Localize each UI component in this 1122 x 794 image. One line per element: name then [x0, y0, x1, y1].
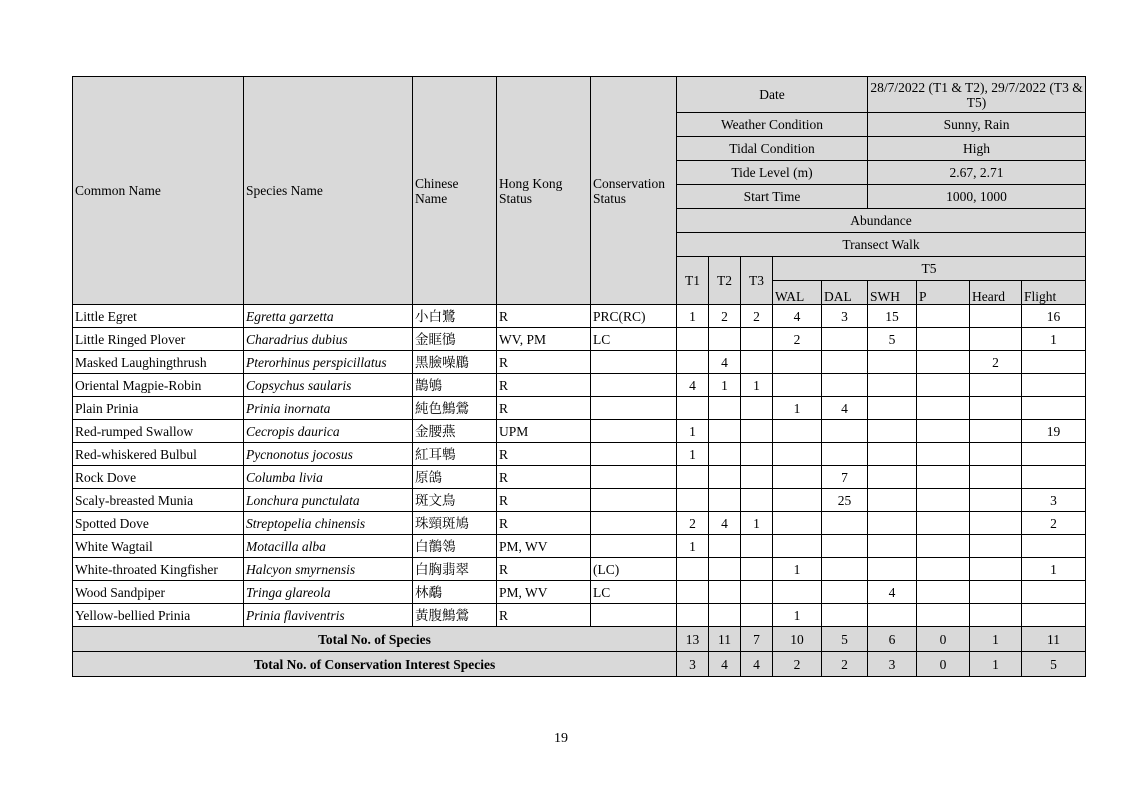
header-t5-flight: Flight — [1022, 281, 1086, 305]
count-cell — [773, 512, 822, 535]
total-value-cell: 1 — [970, 627, 1022, 652]
count-cell — [677, 558, 709, 581]
count-cell — [970, 558, 1022, 581]
count-cell — [917, 351, 970, 374]
bird-survey-table — [72, 76, 1086, 677]
species-name-cell: Pycnonotus jocosus — [244, 443, 413, 466]
count-cell — [709, 604, 741, 627]
table-row — [73, 420, 1086, 443]
header-t5-dal: DAL — [822, 281, 868, 305]
count-cell — [822, 604, 868, 627]
count-cell — [1022, 604, 1086, 627]
count-cell — [709, 420, 741, 443]
total-row — [73, 627, 1086, 652]
count-cell: 1 — [709, 374, 741, 397]
count-cell — [709, 397, 741, 420]
count-cell — [822, 535, 868, 558]
tidal-value: High — [868, 137, 1086, 161]
total-value-cell: 3 — [868, 652, 917, 677]
table-row — [73, 397, 1086, 420]
count-cell — [822, 328, 868, 351]
chinese-name-cell: 林鷸 — [413, 581, 497, 604]
total-value-cell: 3 — [677, 652, 709, 677]
table-row — [73, 351, 1086, 374]
total-row — [73, 652, 1086, 677]
count-cell: 1 — [677, 420, 709, 443]
species-name-cell: Egretta garzetta — [244, 305, 413, 328]
total-value-cell: 5 — [822, 627, 868, 652]
hk-status-cell: R — [497, 512, 591, 535]
chinese-name-cell: 鵲鴝 — [413, 374, 497, 397]
count-cell — [917, 489, 970, 512]
table-row — [73, 581, 1086, 604]
count-cell — [917, 581, 970, 604]
species-name-cell: Streptopelia chinensis — [244, 512, 413, 535]
count-cell — [677, 581, 709, 604]
species-name-cell: Prinia inornata — [244, 397, 413, 420]
count-cell: 7 — [822, 466, 868, 489]
count-cell — [1022, 581, 1086, 604]
count-cell — [822, 351, 868, 374]
count-cell — [709, 535, 741, 558]
conservation-status-cell — [591, 351, 677, 374]
common-name-cell: Plain Prinia — [73, 397, 244, 420]
count-cell — [773, 489, 822, 512]
count-cell: 1 — [677, 305, 709, 328]
count-cell — [741, 558, 773, 581]
count-cell — [773, 443, 822, 466]
count-cell — [970, 604, 1022, 627]
count-cell — [822, 374, 868, 397]
count-cell — [970, 581, 1022, 604]
count-cell — [868, 443, 917, 466]
chinese-name-cell: 黑臉噪鶥 — [413, 351, 497, 374]
count-cell — [709, 558, 741, 581]
count-cell — [741, 535, 773, 558]
conservation-status-cell: (LC) — [591, 558, 677, 581]
total-value-cell: 4 — [709, 652, 741, 677]
count-cell — [709, 328, 741, 351]
common-name-cell: Rock Dove — [73, 466, 244, 489]
species-name-cell: Cecropis daurica — [244, 420, 413, 443]
count-cell — [970, 328, 1022, 351]
total-value-cell: 5 — [1022, 652, 1086, 677]
count-cell — [917, 466, 970, 489]
species-name-cell: Motacilla alba — [244, 535, 413, 558]
total-value-cell: 11 — [1022, 627, 1086, 652]
common-name-cell: White-throated Kingfisher — [73, 558, 244, 581]
count-cell — [868, 466, 917, 489]
count-cell: 4 — [677, 374, 709, 397]
count-cell — [1022, 535, 1086, 558]
common-name-cell: White Wagtail — [73, 535, 244, 558]
chinese-name-cell: 純色鷦鶯 — [413, 397, 497, 420]
hk-status-cell: UPM — [497, 420, 591, 443]
total-value-cell: 7 — [741, 627, 773, 652]
start-time-value: 1000, 1000 — [868, 185, 1086, 209]
header-t5-wal: WAL — [773, 281, 822, 305]
hk-status-cell: R — [497, 443, 591, 466]
hk-status-cell: R — [497, 374, 591, 397]
count-cell — [868, 489, 917, 512]
common-name-cell: Masked Laughingthrush — [73, 351, 244, 374]
species-name-cell: Columba livia — [244, 466, 413, 489]
common-name-cell: Oriental Magpie-Robin — [73, 374, 244, 397]
conservation-status-cell — [591, 466, 677, 489]
count-cell — [917, 397, 970, 420]
count-cell — [741, 420, 773, 443]
hk-status-cell: R — [497, 305, 591, 328]
total-label: Total No. of Species — [73, 627, 677, 652]
count-cell — [741, 604, 773, 627]
count-cell — [773, 466, 822, 489]
count-cell — [677, 604, 709, 627]
table-row — [73, 466, 1086, 489]
chinese-name-cell: 原鴿 — [413, 466, 497, 489]
count-cell: 5 — [868, 328, 917, 351]
count-cell — [1022, 351, 1086, 374]
count-cell — [868, 535, 917, 558]
start-time-label: Start Time — [677, 185, 868, 209]
transect-walk-header: Transect Walk — [677, 233, 1086, 257]
count-cell — [970, 443, 1022, 466]
count-cell — [709, 443, 741, 466]
count-cell — [741, 397, 773, 420]
count-cell — [741, 466, 773, 489]
count-cell: 1 — [773, 558, 822, 581]
count-cell: 4 — [822, 397, 868, 420]
count-cell — [773, 351, 822, 374]
count-cell — [868, 374, 917, 397]
table-row — [73, 489, 1086, 512]
chinese-name-cell: 小白鷺 — [413, 305, 497, 328]
count-cell: 1 — [741, 512, 773, 535]
count-cell — [917, 328, 970, 351]
common-name-cell: Red-whiskered Bulbul — [73, 443, 244, 466]
table-row — [73, 558, 1086, 581]
count-cell: 1 — [677, 443, 709, 466]
header-t1: T1 — [677, 257, 709, 305]
chinese-name-cell: 紅耳鵯 — [413, 443, 497, 466]
count-cell: 1 — [741, 374, 773, 397]
count-cell — [868, 397, 917, 420]
table-row — [73, 512, 1086, 535]
chinese-name-cell: 白胸翡翠 — [413, 558, 497, 581]
chinese-name-cell: 珠頸斑鳩 — [413, 512, 497, 535]
count-cell — [822, 581, 868, 604]
header-t2: T2 — [709, 257, 741, 305]
conservation-status-cell — [591, 535, 677, 558]
table-row — [73, 305, 1086, 328]
count-cell: 19 — [1022, 420, 1086, 443]
count-cell: 2 — [773, 328, 822, 351]
count-cell — [709, 581, 741, 604]
total-value-cell: 1 — [970, 652, 1022, 677]
hk-status-cell: R — [497, 397, 591, 420]
abundance-header: Abundance — [677, 209, 1086, 233]
conservation-status-cell — [591, 397, 677, 420]
count-cell: 1 — [1022, 328, 1086, 351]
tide-level-value: 2.67, 2.71 — [868, 161, 1086, 185]
count-cell — [868, 512, 917, 535]
count-cell — [868, 558, 917, 581]
conservation-status-cell: PRC(RC) — [591, 305, 677, 328]
species-name-cell: Charadrius dubius — [244, 328, 413, 351]
header-common-name: Common Name — [73, 77, 244, 305]
count-cell: 2 — [970, 351, 1022, 374]
count-cell — [917, 374, 970, 397]
count-cell — [868, 351, 917, 374]
count-cell — [773, 420, 822, 443]
species-name-cell: Tringa glareola — [244, 581, 413, 604]
count-cell — [773, 535, 822, 558]
count-cell — [1022, 466, 1086, 489]
count-cell — [822, 558, 868, 581]
total-value-cell: 0 — [917, 652, 970, 677]
header-t5-swh: SWH — [868, 281, 917, 305]
tide-level-label: Tide Level (m) — [677, 161, 868, 185]
count-cell — [970, 305, 1022, 328]
count-cell — [970, 489, 1022, 512]
header-conservation-status: Conservation Status — [591, 77, 677, 305]
total-value-cell: 13 — [677, 627, 709, 652]
common-name-cell: Red-rumped Swallow — [73, 420, 244, 443]
chinese-name-cell: 白鶺鴒 — [413, 535, 497, 558]
hk-status-cell: PM, WV — [497, 535, 591, 558]
species-name-cell: Lonchura punctulata — [244, 489, 413, 512]
header-t5-p: P — [917, 281, 970, 305]
count-cell: 1 — [677, 535, 709, 558]
total-value-cell: 2 — [773, 652, 822, 677]
header-species-name: Species Name — [244, 77, 413, 305]
common-name-cell: Wood Sandpiper — [73, 581, 244, 604]
conservation-status-cell — [591, 443, 677, 466]
total-value-cell: 11 — [709, 627, 741, 652]
hk-status-cell: PM, WV — [497, 581, 591, 604]
count-cell — [709, 489, 741, 512]
count-cell — [822, 420, 868, 443]
count-cell — [917, 443, 970, 466]
conservation-status-cell — [591, 374, 677, 397]
total-value-cell: 10 — [773, 627, 822, 652]
count-cell — [1022, 374, 1086, 397]
count-cell: 2 — [1022, 512, 1086, 535]
count-cell — [917, 535, 970, 558]
table-row — [73, 535, 1086, 558]
table-row — [73, 443, 1086, 466]
species-name-cell: Prinia flaviventris — [244, 604, 413, 627]
count-cell — [677, 489, 709, 512]
total-label: Total No. of Conservation Interest Species — [73, 652, 677, 677]
conservation-status-cell — [591, 489, 677, 512]
chinese-name-cell: 金眶鴴 — [413, 328, 497, 351]
count-cell: 3 — [822, 305, 868, 328]
table-row — [73, 328, 1086, 351]
count-cell — [822, 443, 868, 466]
count-cell — [822, 512, 868, 535]
count-cell: 1 — [773, 397, 822, 420]
conservation-status-cell: LC — [591, 328, 677, 351]
count-cell — [868, 420, 917, 443]
count-cell: 15 — [868, 305, 917, 328]
count-cell: 2 — [741, 305, 773, 328]
count-cell: 16 — [1022, 305, 1086, 328]
count-cell — [709, 466, 741, 489]
total-value-cell: 2 — [822, 652, 868, 677]
count-cell — [970, 420, 1022, 443]
species-name-cell: Halcyon smyrnensis — [244, 558, 413, 581]
count-cell — [773, 581, 822, 604]
count-cell: 4 — [868, 581, 917, 604]
count-cell — [741, 328, 773, 351]
count-cell — [970, 374, 1022, 397]
table-row — [73, 374, 1086, 397]
total-value-cell: 4 — [741, 652, 773, 677]
count-cell: 1 — [1022, 558, 1086, 581]
count-cell — [970, 535, 1022, 558]
total-value-cell: 6 — [868, 627, 917, 652]
page-number: 19 — [554, 731, 568, 746]
header-hk-status: Hong Kong Status — [497, 77, 591, 305]
conservation-status-cell — [591, 420, 677, 443]
count-cell — [917, 558, 970, 581]
count-cell: 25 — [822, 489, 868, 512]
chinese-name-cell: 斑文鳥 — [413, 489, 497, 512]
header-t3: T3 — [741, 257, 773, 305]
count-cell — [868, 604, 917, 627]
hk-status-cell: WV, PM — [497, 328, 591, 351]
common-name-cell: Yellow-bellied Prinia — [73, 604, 244, 627]
chinese-name-cell: 黃腹鷦鶯 — [413, 604, 497, 627]
count-cell: 4 — [773, 305, 822, 328]
weather-value: Sunny, Rain — [868, 113, 1086, 137]
conservation-status-cell: LC — [591, 581, 677, 604]
hk-status-cell: R — [497, 489, 591, 512]
count-cell — [970, 397, 1022, 420]
count-cell — [917, 604, 970, 627]
common-name-cell: Scaly-breasted Munia — [73, 489, 244, 512]
count-cell — [741, 443, 773, 466]
hk-status-cell: R — [497, 466, 591, 489]
common-name-cell: Spotted Dove — [73, 512, 244, 535]
common-name-cell: Little Egret — [73, 305, 244, 328]
count-cell: 2 — [709, 305, 741, 328]
count-cell — [970, 512, 1022, 535]
count-cell — [677, 397, 709, 420]
count-cell — [773, 374, 822, 397]
hk-status-cell: R — [497, 558, 591, 581]
weather-label: Weather Condition — [677, 113, 868, 137]
date-value: 28/7/2022 (T1 & T2), 29/7/2022 (T3 & T5) — [868, 77, 1086, 113]
count-cell — [917, 305, 970, 328]
count-cell — [677, 351, 709, 374]
header-chinese-name: Chinese Name — [413, 77, 497, 305]
hk-status-cell: R — [497, 351, 591, 374]
conservation-status-cell — [591, 604, 677, 627]
hk-status-cell: R — [497, 604, 591, 627]
species-name-cell: Copsychus saularis — [244, 374, 413, 397]
count-cell: 3 — [1022, 489, 1086, 512]
count-cell — [677, 466, 709, 489]
count-cell — [1022, 443, 1086, 466]
tidal-label: Tidal Condition — [677, 137, 868, 161]
header-t5: T5 — [773, 257, 1086, 281]
count-cell — [741, 581, 773, 604]
header-t5-heard: Heard — [970, 281, 1022, 305]
count-cell — [741, 351, 773, 374]
common-name-cell: Little Ringed Plover — [73, 328, 244, 351]
conservation-status-cell — [591, 512, 677, 535]
table-row — [73, 604, 1086, 627]
count-cell — [917, 420, 970, 443]
count-cell: 2 — [677, 512, 709, 535]
count-cell — [1022, 397, 1086, 420]
count-cell — [917, 512, 970, 535]
count-cell — [677, 328, 709, 351]
total-value-cell: 0 — [917, 627, 970, 652]
count-cell: 1 — [773, 604, 822, 627]
date-label: Date — [677, 77, 868, 113]
chinese-name-cell: 金腰燕 — [413, 420, 497, 443]
count-cell — [970, 466, 1022, 489]
count-cell: 4 — [709, 512, 741, 535]
species-name-cell: Pterorhinus perspicillatus — [244, 351, 413, 374]
count-cell: 4 — [709, 351, 741, 374]
count-cell — [741, 489, 773, 512]
